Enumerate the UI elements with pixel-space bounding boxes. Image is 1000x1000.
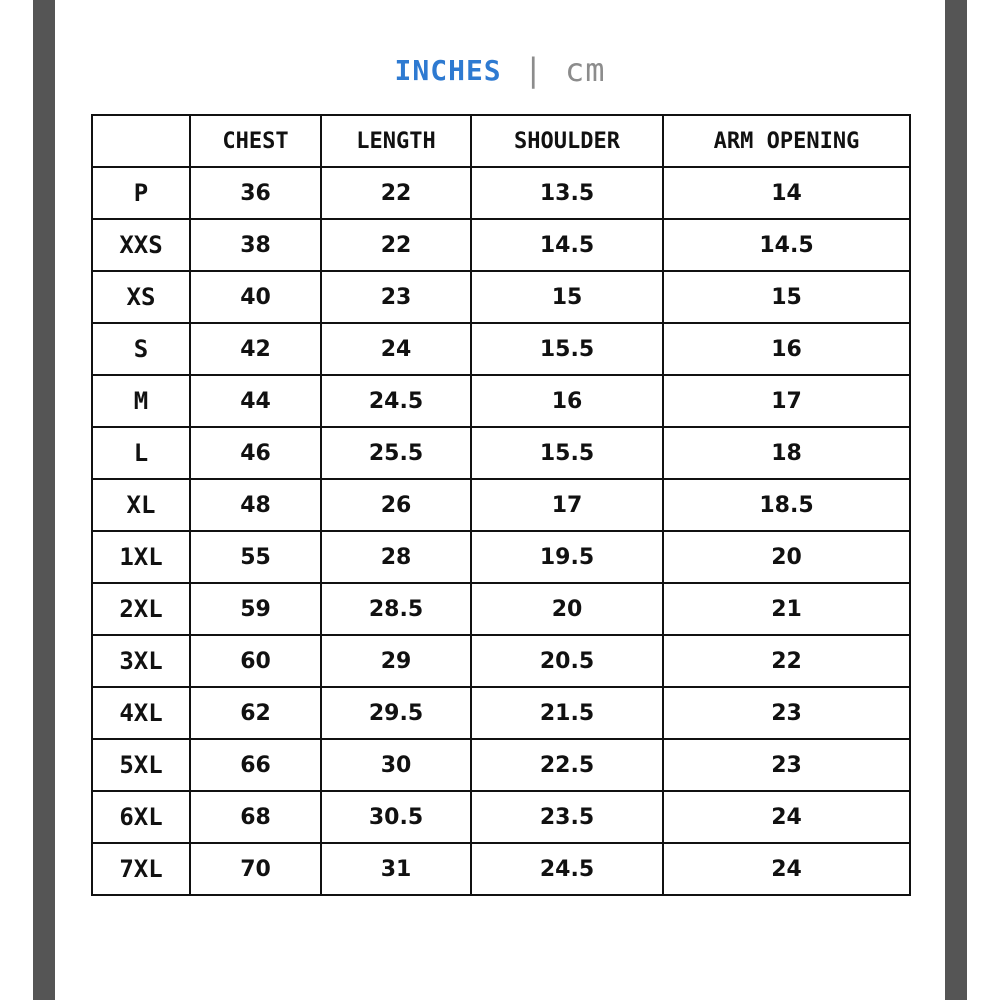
- size-label: 2XL: [92, 583, 190, 635]
- table-row: [92, 219, 910, 271]
- chest-cell: 66: [190, 739, 321, 791]
- arm-opening-cell: 18: [663, 427, 910, 479]
- length-cell: 24: [321, 323, 471, 375]
- chest-cell: 36: [190, 167, 321, 219]
- shoulder-cell: 20: [471, 583, 663, 635]
- chest-cell: 42: [190, 323, 321, 375]
- shoulder-cell: 21.5: [471, 687, 663, 739]
- size-label: 4XL: [92, 687, 190, 739]
- table-row: [92, 531, 910, 583]
- chest-cell: 59: [190, 583, 321, 635]
- shoulder-cell: 24.5: [471, 843, 663, 895]
- table-header-row: [92, 115, 910, 167]
- table-row: [92, 167, 910, 219]
- size-label: 1XL: [92, 531, 190, 583]
- header-size: [92, 115, 190, 167]
- table-row: [92, 323, 910, 375]
- shoulder-cell: 15: [471, 271, 663, 323]
- table-row: [92, 791, 910, 843]
- table-row: [92, 635, 910, 687]
- right-border-bar: [945, 0, 967, 1000]
- table-row: [92, 427, 910, 479]
- shoulder-cell: 14.5: [471, 219, 663, 271]
- table-row: [92, 479, 910, 531]
- table-row: [92, 583, 910, 635]
- length-cell: 30.5: [321, 791, 471, 843]
- length-cell: 24.5: [321, 375, 471, 427]
- unit-toggle: [0, 50, 1000, 90]
- size-label: XS: [92, 271, 190, 323]
- arm-opening-cell: 16: [663, 323, 910, 375]
- arm-opening-cell: 24: [663, 791, 910, 843]
- size-label: P: [92, 167, 190, 219]
- length-cell: 30: [321, 739, 471, 791]
- table-row: [92, 739, 910, 791]
- arm-opening-cell: 17: [663, 375, 910, 427]
- left-border-bar: [33, 0, 55, 1000]
- chest-cell: 70: [190, 843, 321, 895]
- chest-cell: 48: [190, 479, 321, 531]
- chest-cell: 40: [190, 271, 321, 323]
- length-cell: 31: [321, 843, 471, 895]
- chest-cell: 68: [190, 791, 321, 843]
- unit-separator: |: [523, 51, 543, 89]
- chest-cell: 46: [190, 427, 321, 479]
- arm-opening-cell: 21: [663, 583, 910, 635]
- table-body: [92, 167, 910, 895]
- table-row: [92, 843, 910, 895]
- arm-opening-cell: 22: [663, 635, 910, 687]
- header-chest: CHEST: [190, 115, 321, 167]
- shoulder-cell: 17: [471, 479, 663, 531]
- size-chart-table: [91, 114, 911, 896]
- shoulder-cell: 20.5: [471, 635, 663, 687]
- shoulder-cell: 16: [471, 375, 663, 427]
- length-cell: 25.5: [321, 427, 471, 479]
- table-row: [92, 687, 910, 739]
- table-row: [92, 271, 910, 323]
- size-label: 6XL: [92, 791, 190, 843]
- shoulder-cell: 15.5: [471, 427, 663, 479]
- length-cell: 26: [321, 479, 471, 531]
- chest-cell: 60: [190, 635, 321, 687]
- arm-opening-cell: 20: [663, 531, 910, 583]
- arm-opening-cell: 18.5: [663, 479, 910, 531]
- header-shoulder: SHOULDER: [471, 115, 663, 167]
- chest-cell: 44: [190, 375, 321, 427]
- shoulder-cell: 13.5: [471, 167, 663, 219]
- size-label: M: [92, 375, 190, 427]
- length-cell: 23: [321, 271, 471, 323]
- size-label: 5XL: [92, 739, 190, 791]
- length-cell: 22: [321, 167, 471, 219]
- size-label: L: [92, 427, 190, 479]
- arm-opening-cell: 23: [663, 687, 910, 739]
- shoulder-cell: 19.5: [471, 531, 663, 583]
- arm-opening-cell: 15: [663, 271, 910, 323]
- length-cell: 28.5: [321, 583, 471, 635]
- unit-cm-button[interactable]: cm: [564, 51, 606, 89]
- arm-opening-cell: 14.5: [663, 219, 910, 271]
- arm-opening-cell: 23: [663, 739, 910, 791]
- chest-cell: 38: [190, 219, 321, 271]
- shoulder-cell: 22.5: [471, 739, 663, 791]
- arm-opening-cell: 24: [663, 843, 910, 895]
- length-cell: 29: [321, 635, 471, 687]
- size-label: S: [92, 323, 190, 375]
- size-label: 3XL: [92, 635, 190, 687]
- shoulder-cell: 15.5: [471, 323, 663, 375]
- header-length: LENGTH: [321, 115, 471, 167]
- shoulder-cell: 23.5: [471, 791, 663, 843]
- length-cell: 28: [321, 531, 471, 583]
- size-label: XXS: [92, 219, 190, 271]
- length-cell: 29.5: [321, 687, 471, 739]
- arm-opening-cell: 14: [663, 167, 910, 219]
- chest-cell: 55: [190, 531, 321, 583]
- table-row: [92, 375, 910, 427]
- size-label: 7XL: [92, 843, 190, 895]
- unit-inches-button[interactable]: INCHES: [394, 53, 502, 87]
- length-cell: 22: [321, 219, 471, 271]
- header-arm-opening: ARM OPENING: [663, 115, 910, 167]
- chest-cell: 62: [190, 687, 321, 739]
- size-label: XL: [92, 479, 190, 531]
